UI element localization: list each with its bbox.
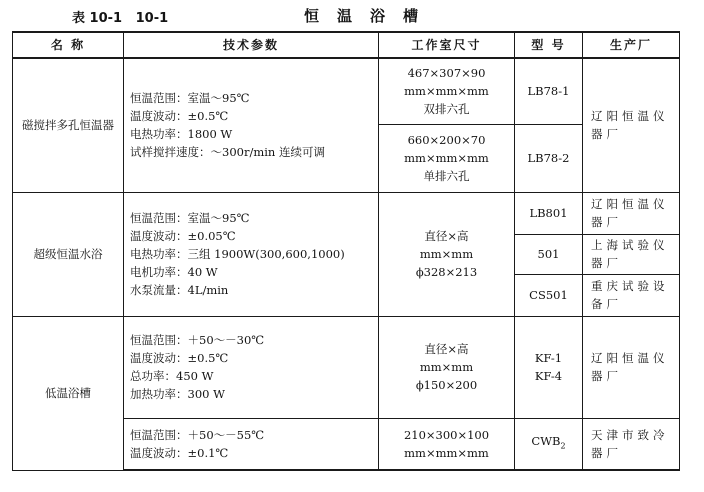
model-cell [515, 316, 583, 418]
size-cell [379, 418, 515, 470]
model-cell: LB78-1 [515, 58, 583, 124]
spec-line: 加热功率：300 W [130, 387, 225, 401]
product-name: 磁搅拌多孔恒温器 [13, 58, 124, 192]
col-header-specs: 技术参数 [124, 32, 379, 58]
maker-text: 上海试验仪器厂 [591, 238, 669, 270]
model-subscript: 2 [560, 441, 566, 451]
size-line: 双排六孔 [423, 102, 470, 117]
size-line: mm×mm×mm [404, 151, 489, 165]
spec-cell [124, 316, 379, 418]
size-line: 单排六孔 [423, 169, 470, 183]
table-number: 表 10-1 10-1 [72, 11, 169, 26]
model-cell: LB78-2 [515, 124, 583, 192]
spec-line: 恒温范围：＋50～－30℃ [130, 333, 265, 347]
size-line: ϕ150×200 [415, 378, 478, 392]
maker-cell [583, 274, 680, 316]
col-header-size: 工作室尺寸 [379, 32, 515, 58]
size-line: 467×307×90 [407, 66, 486, 81]
size-line: 直径×高 [424, 342, 469, 356]
maker-cell [583, 192, 680, 234]
size-line: mm×mm [419, 247, 474, 261]
spec-line: 恒温范围：室温～95℃ [130, 211, 250, 225]
product-name: 超级恒温水浴 [13, 192, 124, 316]
size-cell [379, 192, 515, 316]
spec-line: 温度波动：±0.05℃ [130, 229, 236, 243]
table-row [13, 58, 680, 124]
model-line: KF-1 [534, 351, 563, 365]
spec-cell [124, 58, 379, 192]
size-cell [379, 316, 515, 418]
product-name: 低温浴槽 [13, 316, 124, 470]
size-line: mm×mm [419, 360, 474, 374]
maker-cell [583, 234, 680, 274]
spec-line: 电机功率：40 W [130, 265, 218, 279]
table-row [13, 192, 680, 234]
size-line: 210×300×100 [403, 427, 490, 442]
maker-text: 辽阳恒温仪器厂 [591, 197, 669, 229]
spec-line: 试样搅拌速度：～300r/min 连续可调 [130, 145, 325, 160]
spec-line: 电热功率：三组 1900W(300,600,1000) [130, 247, 345, 261]
maker-cell [583, 316, 680, 418]
thermostatic-bath-table [12, 31, 680, 471]
spec-line: 温度波动：±0.5℃ [130, 109, 229, 124]
maker-cell [583, 58, 680, 192]
size-line: 直径×高 [424, 229, 469, 243]
spec-cell [124, 192, 379, 316]
col-header-maker: 生产厂 [583, 32, 680, 58]
model-cell: LB801 [515, 192, 583, 234]
spec-line: 恒温范围：＋50～－55℃ [130, 427, 265, 442]
size-line: mm×mm×mm [404, 445, 489, 460]
header-row [13, 32, 680, 58]
size-line: ϕ328×213 [415, 265, 478, 279]
size-line: mm×mm×mm [404, 84, 489, 99]
maker-text: 辽阳恒温仪器厂 [591, 109, 669, 142]
maker-text: 天津市致冷器厂 [591, 427, 669, 460]
spec-line: 水泵流量：4L/min [130, 283, 229, 297]
spec-line: 恒温范围：室温～95℃ [130, 91, 250, 106]
model-cell: CS501 [515, 274, 583, 316]
size-line: 660×200×70 [407, 133, 486, 147]
maker-text: 辽阳恒温仪器厂 [591, 351, 669, 383]
table-title: 恒温浴槽 [304, 7, 437, 25]
maker-text: 重庆试验设备厂 [591, 279, 669, 311]
size-cell [379, 58, 515, 124]
model-cell: 501 [515, 234, 583, 274]
col-header-name: 名 称 [13, 32, 124, 58]
spec-line: 温度波动：±0.5℃ [130, 351, 229, 365]
model-cell [515, 418, 583, 470]
maker-cell [583, 418, 680, 470]
size-cell [379, 124, 515, 192]
spec-line: 总功率：450 W [130, 369, 214, 383]
model-line: KF-4 [534, 369, 563, 383]
model-text: CWB [531, 434, 561, 449]
table-row [13, 316, 680, 418]
col-header-model: 型 号 [515, 32, 583, 58]
spec-cell [124, 418, 379, 470]
spec-line: 电热功率：1800 W [130, 127, 233, 142]
spec-line: 温度波动：±0.1℃ [130, 445, 229, 460]
